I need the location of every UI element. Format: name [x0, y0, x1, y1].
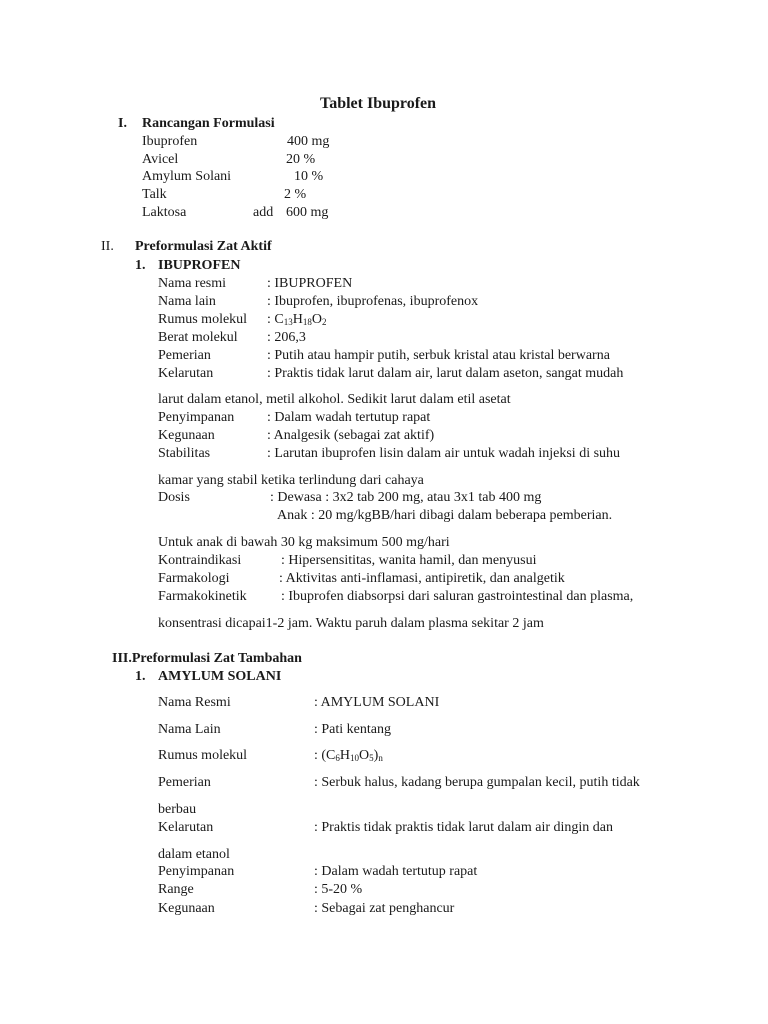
formula-item-amount: 20 % [286, 152, 316, 167]
amy-penyimpanan-label: Penyimpanan [158, 864, 235, 879]
formula-item-amount: 2 % [284, 187, 307, 202]
ibu-stabilitas-label: Stabilitas [158, 446, 211, 461]
section-3-sub-number: 1. [135, 669, 146, 684]
section-3-sub-heading: AMYLUM SOLANI [158, 669, 282, 684]
ibu-rumus-value: : $C_{13}H_{18}O_2$ [267, 312, 327, 327]
ibu-dosis-label: Dosis [158, 490, 190, 505]
formula-item-amount: 10 % [294, 169, 324, 184]
ibu-nama-resmi-label: Nama resmi [158, 276, 227, 291]
ibu-pemerian-label: Pemerian [158, 348, 211, 363]
ibu-stabilitas-continued: kamar yang stabil ketika terlindung dari cahaya [158, 473, 424, 488]
formula-item-amount: 600 mg [286, 205, 329, 220]
ibu-nama-lain-value: : Ibuprofen, ibuprofenas, ibuprofenox [267, 294, 479, 309]
ibu-farmakologi-value: : Aktivitas anti-inflamasi, antipiretik, dan analgetik [279, 571, 565, 586]
section-2-sub-heading: IBUPROFEN [158, 258, 241, 273]
ibu-kontraindikasi-label: Kontraindikasi [158, 553, 242, 568]
amy-pemerian-value: : Serbuk halus, kadang berupa gumpalan kecil, putih tidak [314, 775, 640, 790]
ibu-kegunaan-label: Kegunaan [158, 428, 215, 443]
ibu-farmakokinetik-label: Farmakokinetik [158, 589, 247, 604]
amy-pemerian-label: Pemerian [158, 775, 211, 790]
amy-nama-lain-label: Nama Lain [158, 722, 221, 737]
ibu-penyimpanan-label: Penyimpanan [158, 410, 235, 425]
ibu-kelarutan-value: : Praktis tidak larut dalam air, larut dalam aseton, sangat mudah [267, 366, 624, 381]
amy-kelarutan-value: : Praktis tidak praktis tidak larut dalam air dingin dan [314, 820, 613, 835]
ibu-kegunaan-value: : Analgesik (sebagai zat aktif) [267, 428, 435, 443]
ibu-kelarutan-label: Kelarutan [158, 366, 214, 381]
ibu-pemerian-value: : Putih atau hampir putih, serbuk kristal atau kristal berwarna [267, 348, 610, 363]
ibu-dosis-anak: Anak : 20 mg/kgBB/hari dibagi dalam beberapa pemberian. [277, 508, 613, 523]
section-2-number: II. [101, 239, 114, 254]
ibu-farmakologi-label: Farmakologi [158, 571, 230, 586]
ibu-farmakokinetik-value: : Ibuprofen diabsorpsi dari saluran gastrointestinal dan plasma, [281, 589, 634, 604]
formula-item-amount: 400 mg [287, 134, 330, 149]
amy-range-label: Range [158, 882, 194, 897]
amy-nama-resmi-label: Nama Resmi [158, 695, 231, 710]
amy-range-value: : 5-20 % [314, 882, 363, 897]
section-1-heading: Rancangan Formulasi [142, 116, 275, 131]
ibu-nama-resmi-value: : IBUPROFEN [267, 276, 353, 291]
ibu-nama-lain-label: Nama lain [158, 294, 216, 309]
section-2-heading: Preformulasi Zat Aktif [135, 239, 272, 254]
ibu-farmakokinetik-continued: konsentrasi dicapai1-2 jam. Waktu paruh dalam plasma sekitar 2 jam [158, 616, 544, 631]
ibu-rumus-label: Rumus molekul [158, 312, 248, 327]
formula-item-name: Talk [142, 187, 167, 202]
amy-kegunaan-value: : Sebagai zat penghancur [314, 901, 455, 916]
amy-rumus-label: Rumus molekul [158, 748, 248, 763]
ibu-berat-label: Berat molekul [158, 330, 238, 345]
formula-item-name: Ibuprofen [142, 134, 198, 149]
formula-item-name: Avicel [142, 152, 179, 167]
ibu-dosis-continued: Untuk anak di bawah 30 kg maksimum 500 mg/hari [158, 535, 450, 550]
section-2-sub-number: 1. [135, 258, 146, 273]
ibu-berat-value: : 206,3 [267, 330, 306, 345]
amy-kelarutan-continued: dalam etanol [158, 847, 230, 862]
amy-penyimpanan-value: : Dalam wadah tertutup rapat [314, 864, 478, 879]
ibu-kontraindikasi-value: : Hipersensititas, wanita hamil, dan menyusui [281, 553, 537, 568]
formula-item-prefix: add [253, 205, 274, 220]
amy-nama-resmi-value: : AMYLUM SOLANI [314, 695, 440, 710]
page-title: Tablet Ibuprofen [320, 95, 437, 112]
section-1-number: I. [118, 116, 127, 131]
ibu-stabilitas-value: : Larutan ibuprofen lisin dalam air untuk wadah injeksi di suhu [267, 446, 621, 461]
amy-pemerian-continued: berbau [158, 802, 197, 817]
ibu-penyimpanan-value: : Dalam wadah tertutup rapat [267, 410, 431, 425]
amy-kegunaan-label: Kegunaan [158, 901, 215, 916]
formula-item-name: Laktosa [142, 205, 187, 220]
amy-kelarutan-label: Kelarutan [158, 820, 214, 835]
section-3-heading: III.Preformulasi Zat Tambahan [112, 651, 302, 666]
formula-item-name: Amylum Solani [142, 169, 232, 184]
amy-rumus-value: : $(C_6H_{10}O_5)_n$ [314, 748, 383, 763]
ibu-dosis-value: : Dewasa : 3x2 tab 200 mg, atau 3x1 tab 400 mg [270, 490, 542, 505]
ibu-kelarutan-continued: larut dalam etanol, metil alkohol. Sedikit larut dalam etil asetat [158, 392, 511, 407]
amy-nama-lain-value: : Pati kentang [314, 722, 391, 737]
